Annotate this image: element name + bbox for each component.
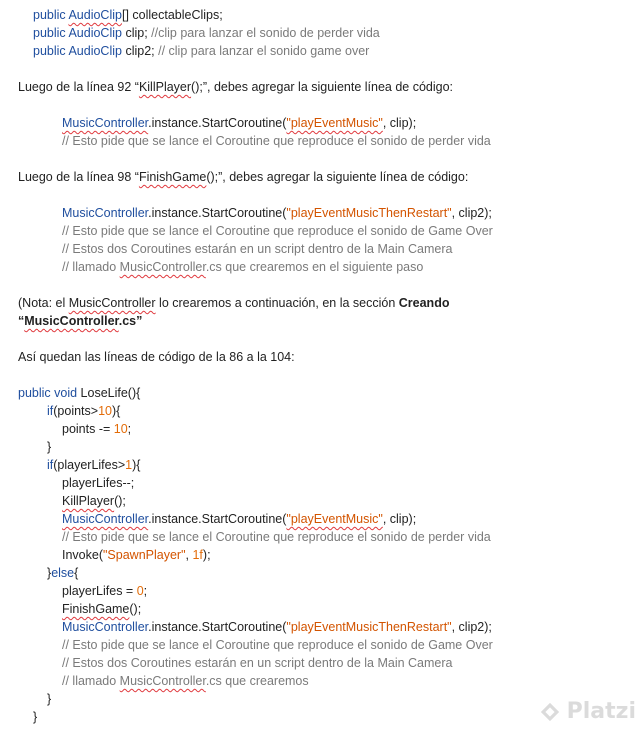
platzi-watermark	[539, 699, 636, 724]
code-line: }	[47, 692, 52, 706]
paragraph: Luego de la línea 92 “KillPlayer();”, debes agregar la siguiente línea de código:	[18, 80, 454, 94]
note-paragraph: (Nota: el MusicController lo crearemos a continuación, en la sección Creando	[18, 296, 450, 310]
code-comment: // Esto pide que se lance el Coroutine que reproduce el sonido de perder vida	[62, 134, 491, 148]
code-line: public void LoseLife(){	[18, 386, 141, 400]
code-line: playerLifes--;	[62, 476, 135, 490]
code-comment: // Esto pide que se lance el Coroutine que reproduce el sonido de perder vida	[62, 530, 491, 544]
note-paragraph-cont: “MusicController.cs”	[18, 314, 143, 328]
code-line: KillPlayer();	[62, 494, 126, 508]
code-comment: // llamado MusicController.cs que crearemos en el siguiente paso	[62, 260, 424, 274]
code-comment: // Esto pide que se lance el Coroutine que reproduce el sonido de Game Over	[62, 224, 493, 238]
code-line: MusicController.instance.StartCoroutine("playEventMusicThenRestart", clip2);	[62, 620, 492, 634]
code-line: MusicController.instance.StartCoroutine("playEventMusic", clip);	[62, 116, 417, 130]
code-line: }	[33, 710, 38, 724]
code-line: playerLifes = 0;	[62, 584, 148, 598]
paragraph: Luego de la línea 98 “FinishGame();”, debes agregar la siguiente línea de código:	[18, 170, 469, 184]
code-comment: // llamado MusicController.cs que crearemos	[62, 674, 309, 688]
code-line: if(points>10){	[47, 404, 121, 418]
code-comment: // Estos dos Coroutines estarán en un script dentro de la Main Camera	[62, 242, 453, 256]
code-line: }else{	[47, 566, 79, 580]
code-line: points -= 10;	[62, 422, 132, 436]
code-line: public AudioClip[] collectableClips;	[33, 8, 223, 22]
platzi-logo-icon	[539, 701, 561, 723]
code-line: }	[47, 440, 52, 454]
code-line: public AudioClip clip; //clip para lanzar el sonido de perder vida	[33, 26, 380, 40]
watermark-text: Platzi	[566, 699, 636, 724]
code-line: Invoke("SpawnPlayer", 1f);	[62, 548, 211, 562]
code-line: public AudioClip clip2; // clip para lanzar el sonido game over	[33, 44, 370, 58]
code-line: MusicController.instance.StartCoroutine("playEventMusicThenRestart", clip2);	[62, 206, 492, 220]
code-line: if(playerLifes>1){	[47, 458, 141, 472]
code-line: FinishGame();	[62, 602, 142, 616]
code-comment: // Estos dos Coroutines estarán en un script dentro de la Main Camera	[62, 656, 453, 670]
code-comment: // Esto pide que se lance el Coroutine que reproduce el sonido de Game Over	[62, 638, 493, 652]
code-line: MusicController.instance.StartCoroutine("playEventMusic", clip);	[62, 512, 417, 526]
paragraph: Así quedan las líneas de código de la 86 a la 104:	[18, 350, 295, 364]
